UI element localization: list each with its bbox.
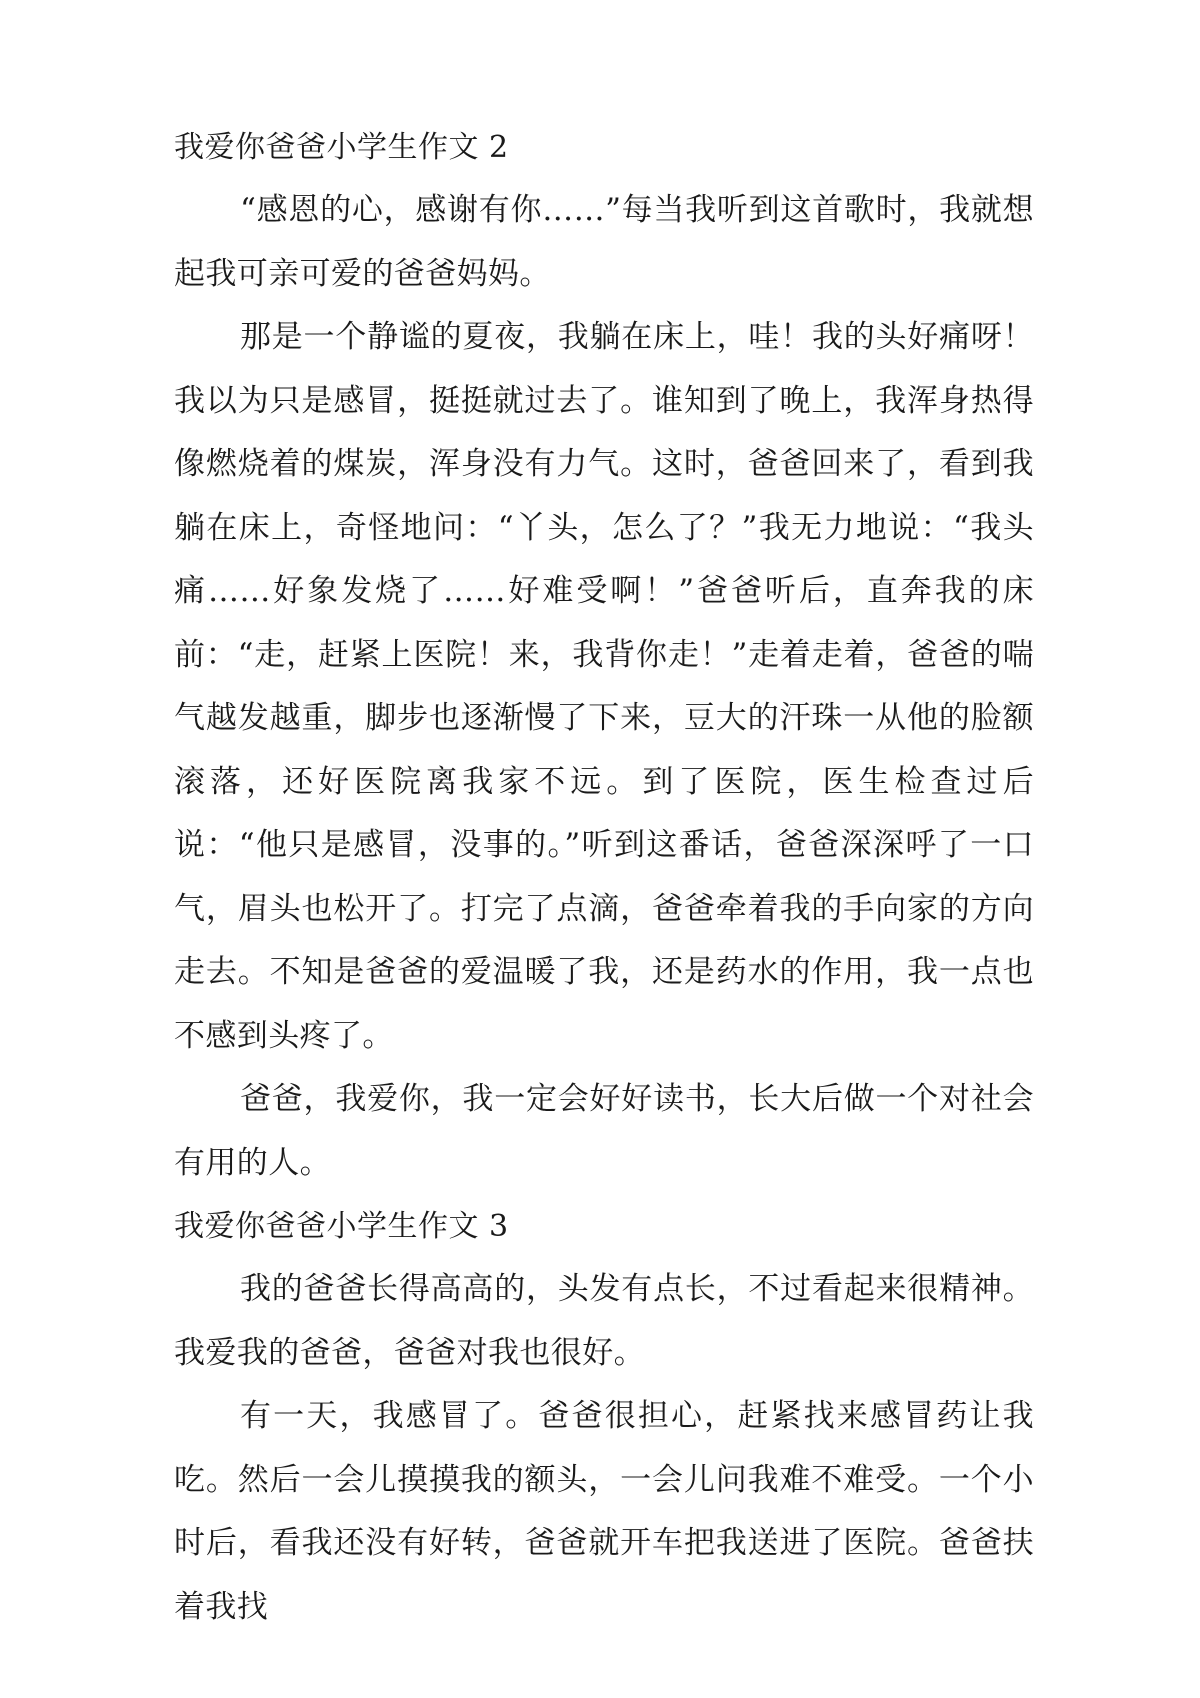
essay-2-paragraph-3: 爸爸，我爱你，我一定会好好读书，长大后做一个对社会有用的人。 xyxy=(174,1081,1034,1181)
essay-2-title: 我爱你爸爸小学生作文 2 xyxy=(174,130,509,165)
essay-2-paragraph-2: 那是一个静谧的夏夜，我躺在床上，哇！我的头好痛呀！我以为只是感冒，挺挺就过去了。谁知到了晚上，我浑身热得像燃烧着的煤炭，浑身没有力气。这时，爸爸回来了，看到我躺在床上，奇怪地问：“丫头，怎么了？”我无力地说：“我头痛……好象发烧了……好难受啊！”爸爸听后，直奔我的床前：“走，赶紧上医院！来，我背你走！”走着走着，爸爸的喘气越发越重，脚步也逐渐慢了下来，豆大的汗珠一从他的脸额滚落，还好医院离我家不远。到了医院，医生检查过后说：“他只是感冒，没事的。”听到这番话，爸爸深深呼了一口气，眉头也松开了。打完了点滴，爸爸牵着我的手向家的方向走去。不知是爸爸的爱温暖了我，还是药水的作用，我一点也不感到头疼了。 xyxy=(174,319,1034,1054)
essay-2-paragraph-1: “感恩的心，感谢有你……”每当我听到这首歌时，我就想起我可亲可爱的爸爸妈妈。 xyxy=(174,192,1034,292)
essay-3-title: 我爱你爸爸小学生作文 3 xyxy=(174,1209,509,1244)
document-body xyxy=(174,116,1034,1639)
essay-3-paragraph-2: 有一天，我感冒了。爸爸很担心，赶紧找来感冒药让我吃。然后一会儿摸摸我的额头，一会儿问我难不难受。一个小时后，看我还没有好转，爸爸就开车把我送进了医院。爸爸扶着我找 xyxy=(174,1398,1034,1625)
essay-3-paragraph-1: 我的爸爸长得高高的，头发有点长，不过看起来很精神。我爱我的爸爸，爸爸对我也很好。 xyxy=(174,1271,1034,1371)
